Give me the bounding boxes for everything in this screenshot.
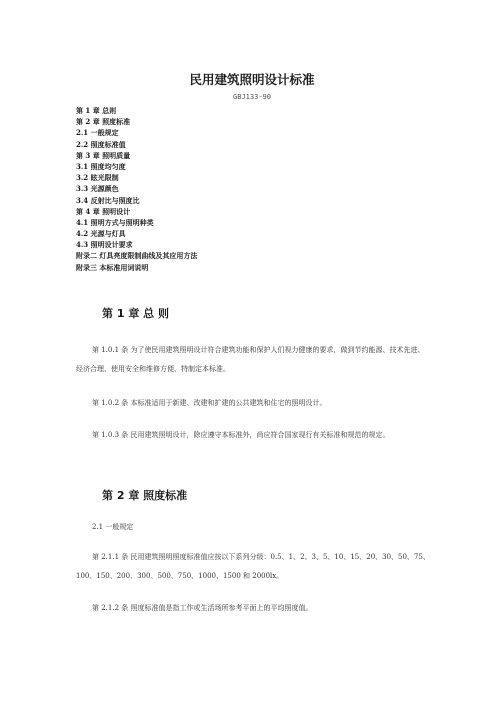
chapter-2-heading: 第 2 章 照度标准 bbox=[102, 489, 188, 502]
toc-item[interactable]: 第 4 章 照明设计 bbox=[76, 206, 131, 216]
standard-code: GBJ133-90 bbox=[233, 93, 271, 101]
toc-item[interactable]: 3.3 光源颜色 bbox=[76, 184, 119, 194]
article-2-1-1: 第 2.1.1 条 民用建筑照明照度标准值应按以下系列分级：0.5、1、2、3、5、10、15、20、30、50、75、100、150、200、300、500、750、1000、1500 和 2000lx。 bbox=[76, 553, 430, 580]
article-1-0-3: 第 1.0.3 条 民用建筑照明设计，除应遵守本标准外，尚应符合国家现行有关标准和规范的规定。 bbox=[92, 431, 390, 439]
article-2-1-2: 第 2.1.2 条 照度标准值是指工作或生活场所参考平面上的平均照度值。 bbox=[92, 604, 313, 612]
toc-item[interactable]: 3.2 眩光限制 bbox=[76, 173, 119, 183]
toc-item[interactable]: 4.2 光源与灯具 bbox=[76, 229, 126, 239]
toc-item[interactable]: 4.1 照明方式与照明种类 bbox=[76, 217, 154, 227]
toc-item[interactable]: 2.2 照度标准值 bbox=[76, 139, 126, 149]
toc-item[interactable]: 第 2 章 照度标准 bbox=[76, 117, 131, 127]
chapter-1-heading: 第 1 章 总 则 bbox=[102, 307, 169, 320]
article-1-0-1: 第 1.0.1 条 为了使民用建筑照明设计符合建筑功能和保护人们视力健康的要求，做到节约能源、技术先进、经济合理、使用安全和维修方便，特制定本标准。 bbox=[76, 346, 425, 373]
table-of-contents bbox=[76, 105, 197, 273]
toc-item[interactable]: 4.3 照明设计要求 bbox=[76, 240, 133, 250]
toc-item[interactable]: 2.1 一般规定 bbox=[76, 128, 119, 138]
section-2-1-heading: 2.1 一般规定 bbox=[92, 523, 134, 531]
toc-item[interactable]: 附录三 本标准用词说明 bbox=[76, 262, 149, 272]
article-1-0-2: 第 1.0.2 条 本标准适用于新建、改建和扩建的公共建筑和住宅的照明设计。 bbox=[92, 399, 327, 407]
toc-item[interactable]: 第 3 章 照明质量 bbox=[76, 150, 131, 160]
toc-item[interactable]: 附录二 灯具亮度限制曲线及其应用方法 bbox=[76, 251, 198, 261]
toc-item[interactable]: 3.1 照度均匀度 bbox=[76, 161, 126, 171]
toc-item[interactable]: 3.4 反射比与照度比 bbox=[76, 195, 140, 205]
document-title: 民用建筑照明设计标准 bbox=[189, 72, 315, 87]
toc-item[interactable]: 第 1 章 总则 bbox=[76, 106, 117, 115]
